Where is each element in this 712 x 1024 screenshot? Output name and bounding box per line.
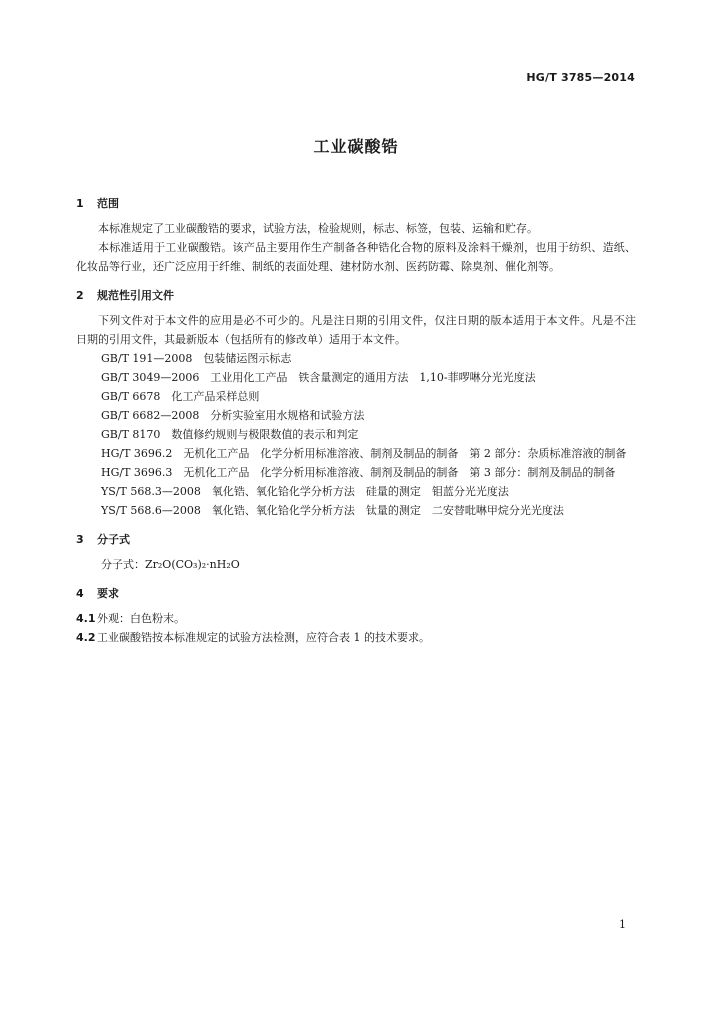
molecular-formula <box>76 555 636 574</box>
section-number: 1 <box>76 197 84 210</box>
requirement-item <box>76 628 636 647</box>
section-number: 3 <box>76 533 84 546</box>
section-heading-scope <box>76 194 636 213</box>
item-text: 工业碳酸锆按本标准规定的试验方法检测，应符合表 1 的技术要求。 <box>97 631 430 644</box>
scope-paragraph: 本标准适用于工业碳酸锆。该产品主要用作生产制备各种锆化合物的原料及涂料干燥剂，也用于纺织、造纸、化妆品等行业，还广泛应用于纤维、制纸的表面处理、建材防水剂、医药防霉、除臭剂、催化剂等。 <box>76 241 636 273</box>
formula-label: 分子式： <box>101 558 145 571</box>
section-heading-requirements <box>76 584 636 603</box>
ref-item: GB/T 3049—2006 工业用化工产品 铁含量测定的通用方法 1,10-菲啰啉分光光度法 <box>101 371 536 384</box>
ref-item: YS/T 568.6—2008 氧化锆、氧化铪化学分析方法 钛量的测定 二安替吡啉甲烷分光光度法 <box>101 504 564 517</box>
section-heading-refs <box>76 286 636 305</box>
ref-item: GB/T 6678 化工产品采样总则 <box>101 390 260 403</box>
standard-code: HG/T 3785—2014 <box>526 71 635 84</box>
ref-item: GB/T 6682—2008 分析实验室用水规格和试验方法 <box>101 409 365 422</box>
ref-item: GB/T 8170 数值修约规则与极限数值的表示和判定 <box>101 428 359 441</box>
section-title: 规范性引用文件 <box>97 289 174 302</box>
page-number: 1 <box>619 918 626 931</box>
item-number: 4.2 <box>76 631 96 644</box>
formula-text: Zr₂O(CO₃)₂·nH₂O <box>145 558 240 571</box>
section-number: 4 <box>76 587 84 600</box>
scope-paragraph: 本标准规定了工业碳酸锆的要求，试验方法，检验规则，标志、标签，包装、运输和贮存。 <box>98 222 538 235</box>
document-body <box>76 194 636 647</box>
item-number: 4.1 <box>76 612 96 625</box>
refs-intro: 下列文件对于本文件的应用是必不可少的。凡是注日期的引用文件，仅注日期的版本适用于本文件。凡是不注日期的引用文件，其最新版本（包括所有的修改单）适用于本文件。 <box>76 314 636 346</box>
section-title: 分子式 <box>97 533 130 546</box>
section-title: 要求 <box>97 587 119 600</box>
section-title: 范围 <box>97 197 119 210</box>
item-text: 外观：白色粉末。 <box>97 612 185 625</box>
section-number: 2 <box>76 289 84 302</box>
requirement-item <box>76 609 636 628</box>
ref-item: YS/T 568.3—2008 氧化锆、氧化铪化学分析方法 硅量的测定 钼蓝分光光度法 <box>101 485 509 498</box>
ref-item: HG/T 3696.3 无机化工产品 化学分析用标准溶液、制剂及制品的制备 第 3 部分：制剂及制品的制备 <box>101 466 616 479</box>
ref-item: HG/T 3696.2 无机化工产品 化学分析用标准溶液、制剂及制品的制备 第 2 部分：杂质标准溶液的制备 <box>101 447 627 460</box>
section-heading-formula <box>76 530 636 549</box>
ref-item: GB/T 191—2008 包装储运图示标志 <box>101 352 292 365</box>
document-title: 工业碳酸锆 <box>313 137 399 156</box>
